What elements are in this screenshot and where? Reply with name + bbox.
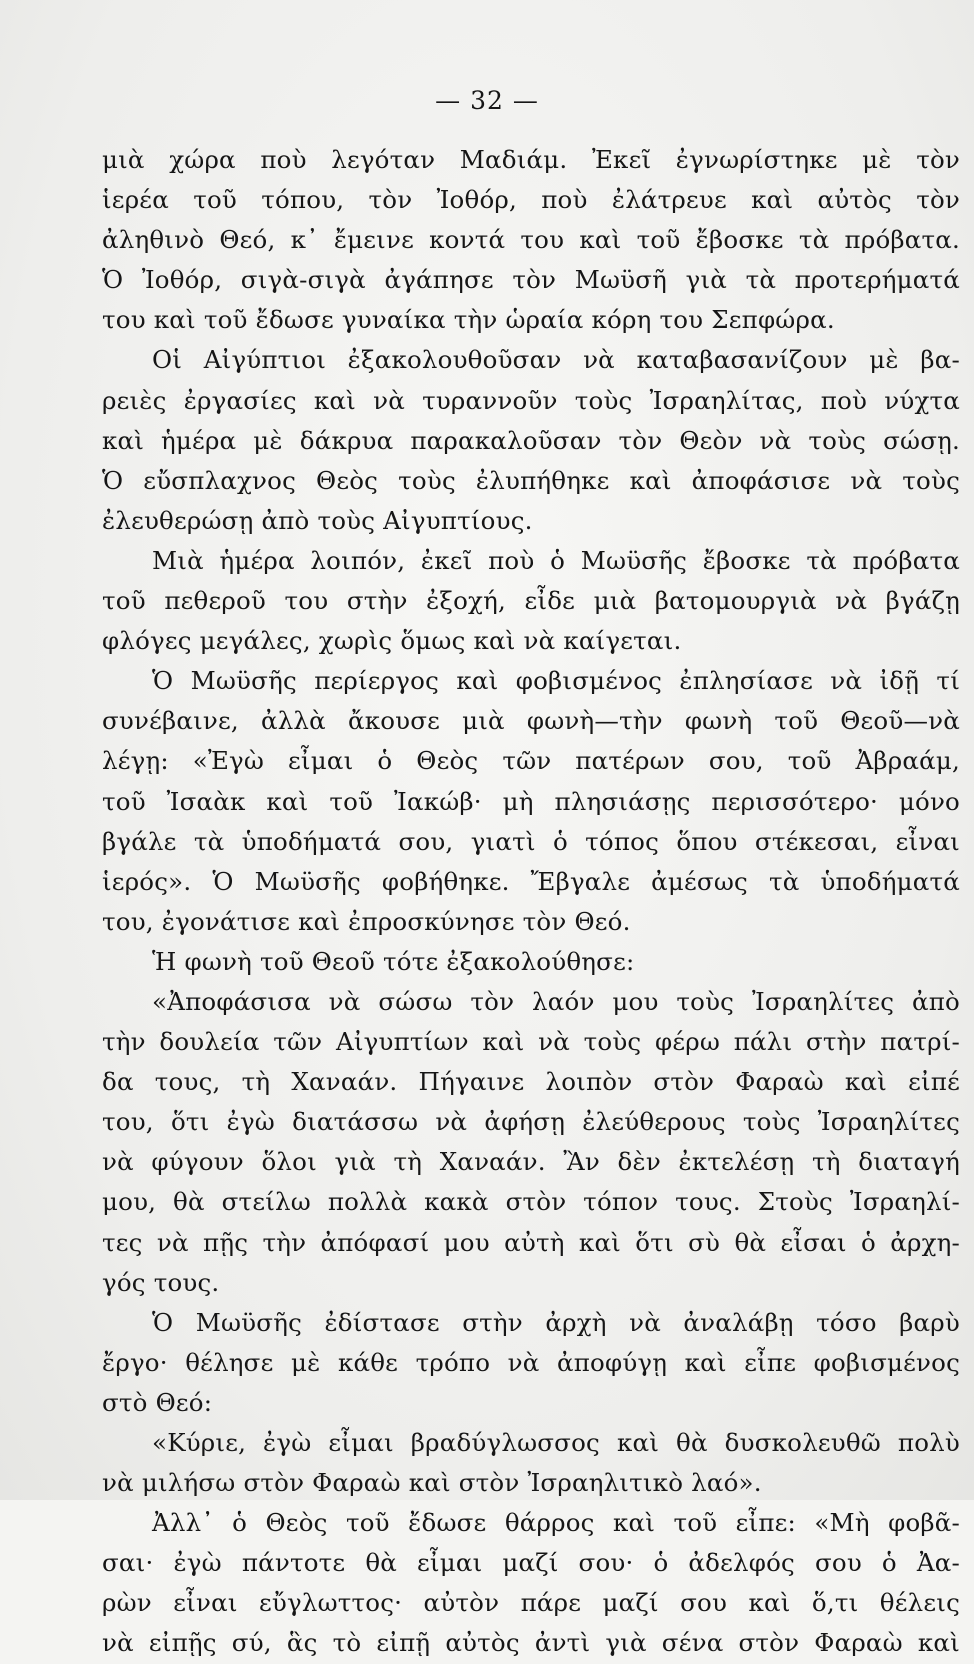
text-line: του, ὅτι ἐγὼ διατάσσω νὰ ἀφήσῃ ἐλεύθερους τοὺς Ἰσραηλίτες [102, 1107, 960, 1137]
text-line: τες νὰ πῇς τὴν ἀπόφασί μου αὐτὴ καὶ ὅτι σὺ θὰ εἶσαι ὁ ἀρχη- [102, 1227, 960, 1257]
text-line: Ὁ Μωϋσῆς ἐδίστασε στὴν ἀρχὴ νὰ ἀναλάβῃ τόσο βαρὺ [152, 1307, 960, 1337]
text-line: μου, θὰ στείλω πολλὰ κακὰ στὸν τόπον τους. Στοὺς Ἰσραηλί- [102, 1187, 960, 1217]
text-line: ἐλευθερώσῃ ἀπὸ τοὺς Αἰγυπτίους. [102, 505, 533, 535]
text-line: βγάλε τὰ ὑποδήματά σου, γιατὶ ὁ τόπος ὅπου στέκεσαι, εἶναι [102, 826, 960, 856]
text-line: Οἱ Αἰγύπτιοι ἐξακολουθοῦσαν νὰ καταβασανίζουν μὲ βα- [152, 345, 960, 375]
text-line: νὰ εἰπῇς σύ, ἃς τὸ εἰπῇ αὐτὸς ἀντὶ γιὰ σένα στὸν Φαραὼ καὶ [102, 1628, 960, 1658]
text-line: «Ἀποφάσισα νὰ σώσω τὸν λαόν μου τοὺς Ἰσραηλίτες ἀπὸ [152, 986, 960, 1016]
text-line: Ἡ φωνὴ τοῦ Θεοῦ τότε ἐξακολούθησε: [152, 946, 635, 976]
text-line: Ὁ Ἰοθόρ, σιγὰ-σιγὰ ἀγάπησε τὸν Μωϋσῆ γιὰ τὰ προτερήματά [102, 265, 960, 295]
text-line: ἱερός». Ὁ Μωϋσῆς φοβήθηκε. Ἔβγαλε ἀμέσως τὰ ὑποδήματά [102, 866, 960, 896]
text-line: «Κύριε, ἐγὼ εἶμαι βραδύγλωσσος καὶ θὰ δυσκολευθῶ πολὺ [152, 1428, 960, 1457]
text-line: μιὰ χώρα ποὺ λεγόταν Μαδιάμ. Ἐκεῖ ἐγνωρίστηκε μὲ τὸν [102, 145, 960, 174]
text-line: τοῦ Ἰσαὰκ καὶ τοῦ Ἰακώβ· μὴ πλησιάσῃς περισσότερο· μόνο [102, 786, 960, 816]
text-line: νὰ μιλήσω στὸν Φαραὼ καὶ στὸν Ἰσραηλιτικὸ λαό». [102, 1468, 762, 1498]
text-line: ἔργο· θέλησε μὲ κάθε τρόπο νὰ ἀποφύγῃ καὶ εἶπε φοβισμένος [102, 1347, 960, 1377]
text-line: ἀληθινὸ Θεό, κ᾽ ἔμεινε κοντά του καὶ τοῦ ἔβοσκε τὰ πρόβατα. [102, 225, 960, 255]
page-number: — 32 — [435, 86, 539, 115]
body-text [102, 140, 960, 1664]
text-line: λέγῃ: «Ἐγὼ εἶμαι ὁ Θεὸς τῶν πατέρων σου, τοῦ Ἀβραάμ, [102, 746, 960, 776]
text-line: ρειὲς ἐργασίες καὶ νὰ τυραννοῦν τοὺς Ἰσραηλίτας, ποὺ νύχτα [102, 385, 960, 415]
text-line: ρὼν εἶναι εὔγλωττος· αὐτὸν πάρε μαζί σου καὶ ὅ,τι θέλεις [102, 1588, 960, 1618]
text-line: γός τους. [102, 1267, 220, 1297]
text-line: ἱερέα τοῦ τόπου, τὸν Ἰοθόρ, ποὺ ἐλάτρευε καὶ αὐτὸς τὸν [102, 185, 960, 215]
text-line: φλόγες μεγάλες, χωρὶς ὅμως καὶ νὰ καίγεται. [102, 626, 682, 656]
text-line: σαι· ἐγὼ πάντοτε θὰ εἶμαι μαζί σου· ὁ ἀδελφός σου ὁ Ἀα- [102, 1548, 960, 1578]
text-line: συνέβαινε, ἀλλὰ ἄκουσε μιὰ φωνὴ—τὴν φωνὴ τοῦ Θεοῦ—νὰ [102, 706, 960, 736]
text-line: Ἀλλ᾽ ὁ Θεὸς τοῦ ἔδωσε θάρρος καὶ τοῦ εἶπε: «Μὴ φοβᾶ- [152, 1508, 960, 1538]
text-line: στὸ Θεό: [102, 1387, 213, 1417]
text-line: δα τους, τὴ Χαναάν. Πήγαινε λοιπὸν στὸν Φαραὼ καὶ εἰπέ [102, 1067, 960, 1097]
text-line: του καὶ τοῦ ἔδωσε γυναίκα τὴν ὡραία κόρη του Σεπφώρα. [102, 305, 835, 335]
text-line: Ὁ Μωϋσῆς περίεργος καὶ φοβισμένος ἐπλησίασε νὰ ἰδῇ τί [152, 666, 960, 696]
text-line: τὴν δουλεία τῶν Αἰγυπτίων καὶ νὰ τοὺς φέρω πάλι στὴν πατρί- [102, 1027, 960, 1057]
text-line: του, ἐγονάτισε καὶ ἐπροσκύνησε τὸν Θεό. [102, 906, 631, 936]
text-line: Ὁ εὔσπλαχνος Θεὸς τοὺς ἐλυπήθηκε καὶ ἀποφάσισε νὰ τοὺς [102, 465, 960, 495]
text-line: καὶ ἡμέρα μὲ δάκρυα παρακαλοῦσαν τὸν Θεὸν νὰ τοὺς σώσῃ. [102, 425, 960, 455]
text-line: τοῦ πεθεροῦ του στὴν ἐξοχή, εἶδε μιὰ βατομουργιὰ νὰ βγάζῃ [102, 586, 960, 616]
text-line: Μιὰ ἡμέρα λοιπόν, ἐκεῖ ποὺ ὁ Μωϋσῆς ἔβοσκε τὰ πρόβατα [152, 545, 960, 575]
text-line: νὰ φύγουν ὅλοι γιὰ τὴ Χαναάν. Ἂν δὲν ἐκτελέσῃ τὴ διαταγή [102, 1147, 960, 1177]
